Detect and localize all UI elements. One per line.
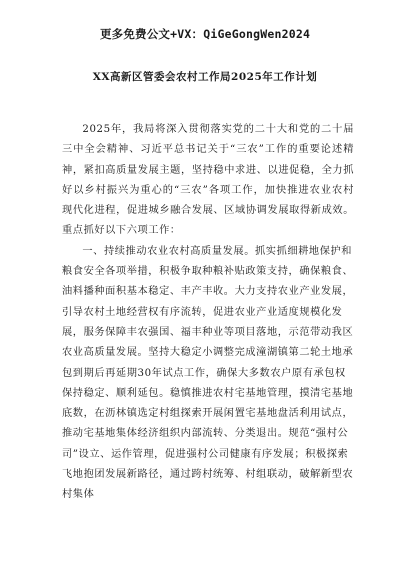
section-body: 抓实抓细耕地保护和粮食安全各项举措，积极争取种粮补贴政策支持，确保粮食、油料播种面积基本稳定、丰产丰收。大力支持农业产业发展，引导农村土地经营权有序流转，促进农业产业适度规模化发展，服务保障丰农强国、福丰种业等项目落地，示范带动我区农业高质量发展。坚持大稳定小调整完成潼湖镇第二轮土地承包到期后再延期30年试点工作，确保大多数农户原有承包权保持稳定、顺利延包。稳慎推进农村宅基地管理，摸清宅基地底数，在沥林镇选定村组探索开展闲置宅基地盘活利用试点，推动宅基地集体经济组织内部流转、分类退出。规范“强村公司”设立、运作管理，促进强村公司健康有序发展；积极探索飞地抱团发展新路径，通过跨村统筹、村组联动，破解新型农村集体 xyxy=(62,245,354,501)
document-title: XX高新区管委会农村工作局2025年工作计划 xyxy=(92,71,318,83)
promo-banner: 更多免费公文+VX：QiGeGongWen2024 xyxy=(99,27,311,41)
intro-paragraph: 2025年，我局将深入贯彻落实党的二十大和党的二十届三中全会精神、习近平总书记关于“三农”工作的重要论述精神，紧扣高质量发展主题，坚持稳中求进、以进促稳，全力抓好以乡村振兴为重心的“三农”各项工作，加快推进农业农村现代化进程，促进城乡融合发展、区域协调发展取得新成效。重点抓好以下六项工作： xyxy=(62,124,354,237)
section-heading: 一、持续推动农业农村高质量发展。 xyxy=(82,245,255,257)
document-body xyxy=(62,120,354,506)
section-paragraph xyxy=(62,242,354,506)
